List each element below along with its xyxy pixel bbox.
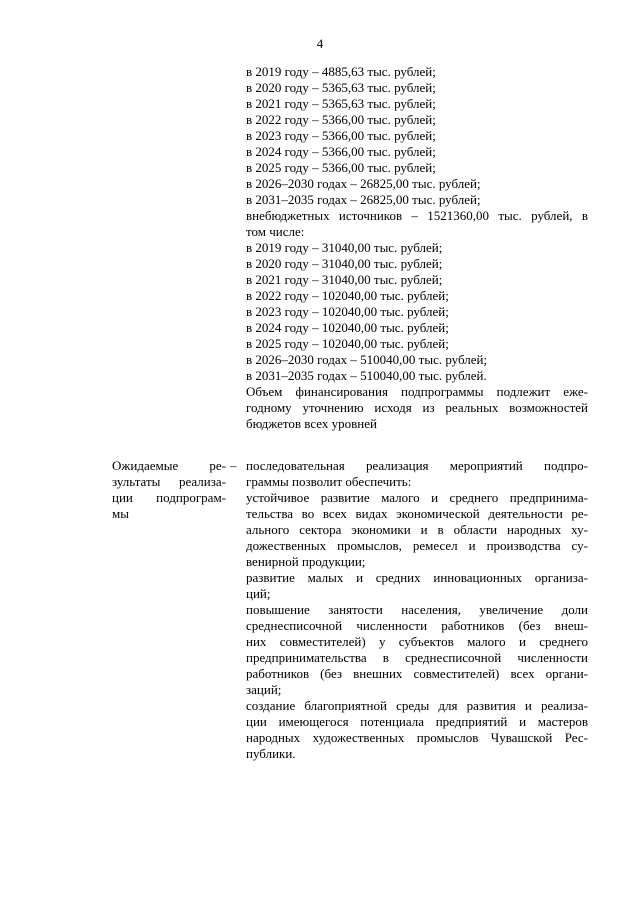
extrabudget-year-line: в 2021 году – 31040,00 тыс. рублей; — [246, 272, 443, 287]
results-line: граммы позволит обеспечить: — [246, 474, 412, 489]
funding-note-line: бюджетов всех уровней — [246, 416, 377, 431]
extrabudget-year-line: в 2020 году – 31040,00 тыс. рублей; — [246, 256, 443, 271]
results-line: них совместителей) у субъектов малого и среднего — [246, 634, 588, 649]
results-label — [112, 458, 226, 522]
results-line: дожественных промыслов, ремесел и производства су- — [246, 538, 588, 553]
funding-block — [246, 64, 588, 432]
results-line: устойчивое развитие малого и среднего предпринима- — [246, 490, 588, 505]
results-line: публики. — [246, 746, 296, 761]
extrabudget-year-line: в 2031–2035 годах – 510040,00 тыс. рублей. — [246, 368, 487, 383]
extrabudget-year-line: в 2022 году – 102040,00 тыс. рублей; — [246, 288, 449, 303]
results-line: развитие малых и средних инновационных организа- — [246, 570, 588, 585]
funding-year-line: в 2021 году – 5365,63 тыс. рублей; — [246, 96, 436, 111]
extrabudget-year-line: в 2023 году – 102040,00 тыс. рублей; — [246, 304, 449, 319]
results-line: повышение занятости населения, увеличение доли — [246, 602, 588, 617]
funding-year-line: в 2031–2035 годах – 26825,00 тыс. рублей; — [246, 192, 481, 207]
results-line: работников (без внешних совместителей) всех органи- — [246, 666, 588, 681]
results-label-line: мы — [112, 506, 129, 521]
results-label-line: Ожидаемые ре- — [112, 458, 226, 473]
results-line: венирной продукции; — [246, 554, 366, 569]
results-label-line: ции подпрограм- — [112, 490, 226, 505]
results-line: заций; — [246, 682, 282, 697]
funding-year-line: в 2023 году – 5366,00 тыс. рублей; — [246, 128, 436, 143]
results-line: тельства во всех видах экономической деятельности ре- — [246, 506, 588, 521]
results-line: среднесписочной численности работников (без внеш- — [246, 618, 588, 633]
funding-year-line: в 2026–2030 годах – 26825,00 тыс. рублей; — [246, 176, 481, 191]
results-line: ций; — [246, 586, 271, 601]
funding-note-line: Объем финансирования подпрограммы подлежит еже- — [246, 384, 588, 399]
funding-year-line: в 2019 году – 4885,63 тыс. рублей; — [246, 64, 436, 79]
extrabudget-year-line: в 2024 году – 102040,00 тыс. рублей; — [246, 320, 449, 335]
funding-year-line: в 2022 году – 5366,00 тыс. рублей; — [246, 112, 436, 127]
results-line: создание благоприятной среды для развития и реализа- — [246, 698, 588, 713]
results-label-line: зультаты реализа- — [112, 474, 226, 489]
extrabudget-year-line: в 2019 году – 31040,00 тыс. рублей; — [246, 240, 443, 255]
funding-note-line: годному уточнению исходя из реальных возможностей — [246, 400, 588, 415]
extrabudget-year-line: в 2025 году – 102040,00 тыс. рублей; — [246, 336, 449, 351]
funding-year-line: в 2024 году – 5366,00 тыс. рублей; — [246, 144, 436, 159]
results-block — [246, 458, 588, 762]
funding-year-line: в 2025 году – 5366,00 тыс. рублей; — [246, 160, 436, 175]
page-number: 4 — [316, 36, 324, 51]
results-line: последовательная реализация мероприятий подпро- — [246, 458, 588, 473]
funding-year-line: в 2020 году – 5365,63 тыс. рублей; — [246, 80, 436, 95]
results-dash: – — [230, 458, 237, 473]
extrabudget-year-line: в 2026–2030 годах – 510040,00 тыс. рублей; — [246, 352, 488, 367]
extrabudget-line: внебюджетных источников – 1521360,00 тыс. рублей, в — [246, 208, 588, 223]
results-line: ции имеющегося потенциала предприятий и мастеров — [246, 714, 588, 729]
results-line: ального сектора экономики и в области народных ху- — [246, 522, 588, 537]
results-line: предпринимательства в среднесписочной численности — [246, 650, 588, 665]
extrabudget-line: том числе: — [246, 224, 305, 239]
results-line: народных художественных промыслов Чувашской Рес- — [246, 730, 588, 745]
